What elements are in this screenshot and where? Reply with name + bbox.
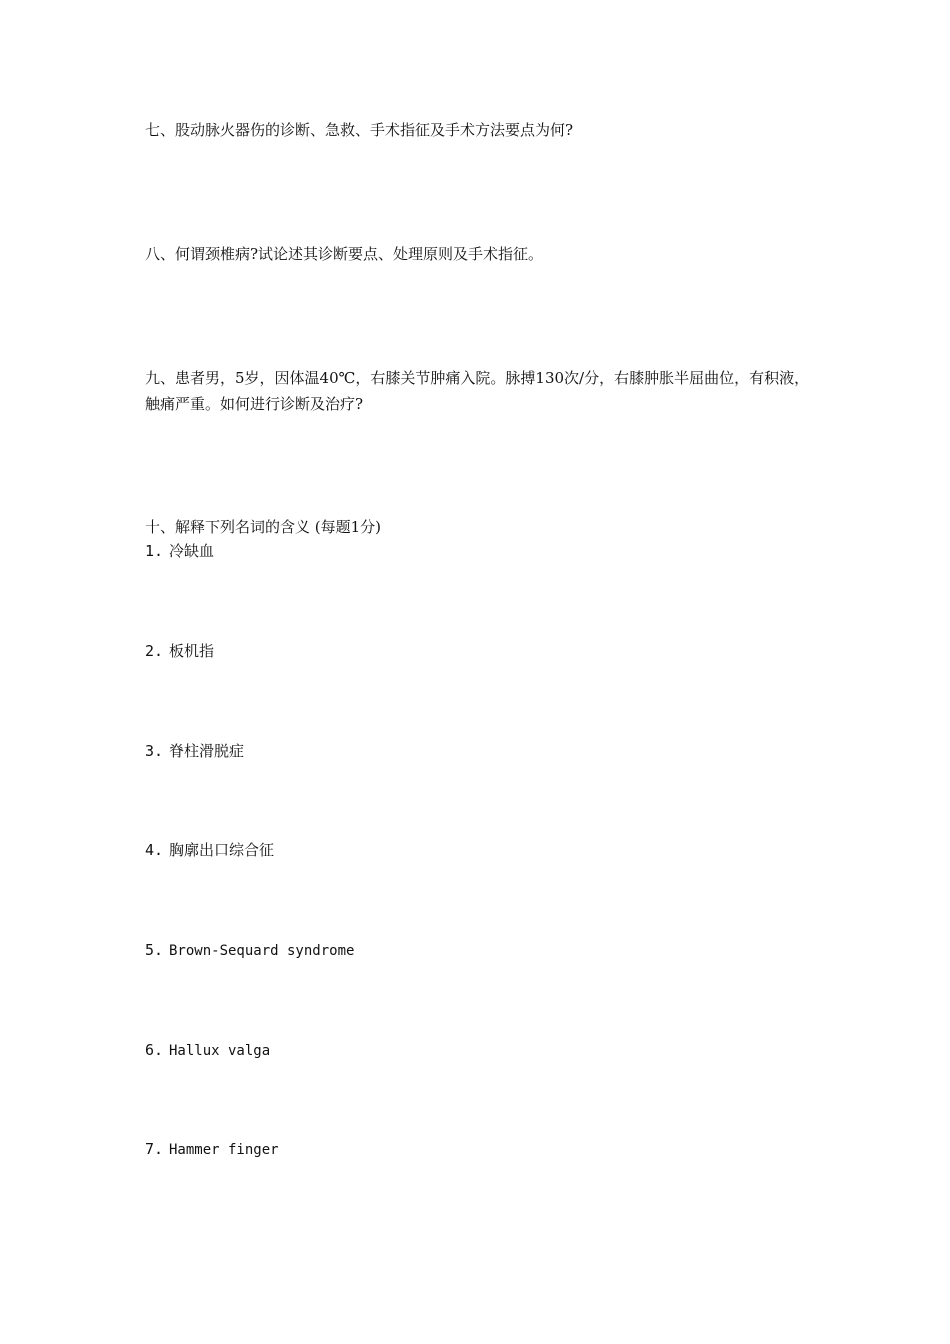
term-text: 板机指 xyxy=(169,642,215,660)
term-text: 脊柱滑脱症 xyxy=(169,742,245,760)
term-item-1 xyxy=(145,541,214,561)
term-item-7 xyxy=(145,1139,279,1160)
term-item-2 xyxy=(145,641,214,661)
question-9: 九、患者男，5岁，因体温40℃，右膝关节肿痛入院。脉搏130次/分，右膝肿胀半屈曲位，有积液，触痛严重。如何进行诊断及治疗? xyxy=(145,369,810,413)
term-item-6 xyxy=(145,1040,270,1061)
term-item-3 xyxy=(145,741,244,761)
term-item-4 xyxy=(145,840,274,860)
term-text: 冷缺血 xyxy=(169,542,215,560)
section-10-heading: 十、解释下列名词的含义 (每题1分) xyxy=(145,518,382,536)
term-number: 4. xyxy=(145,841,164,859)
term-number: 5. xyxy=(145,941,164,959)
term-number: 6. xyxy=(145,1041,164,1059)
term-text: Hallux valga xyxy=(169,1043,271,1059)
term-text: Hammer finger xyxy=(169,1142,279,1158)
question-7: 七、股动脉火器伤的诊断、急救、手术指征及手术方法要点为何? xyxy=(145,121,574,139)
question-8: 八、何谓颈椎病?试论述其诊断要点、处理原则及手术指征。 xyxy=(145,245,544,263)
term-text: Brown-Sequard syndrome xyxy=(169,943,355,959)
term-number: 3. xyxy=(145,742,164,760)
term-text: 胸廓出口综合征 xyxy=(169,841,275,859)
term-number: 2. xyxy=(145,642,164,660)
term-number: 1. xyxy=(145,542,164,560)
term-number: 7. xyxy=(145,1140,164,1158)
term-item-5 xyxy=(145,940,354,961)
